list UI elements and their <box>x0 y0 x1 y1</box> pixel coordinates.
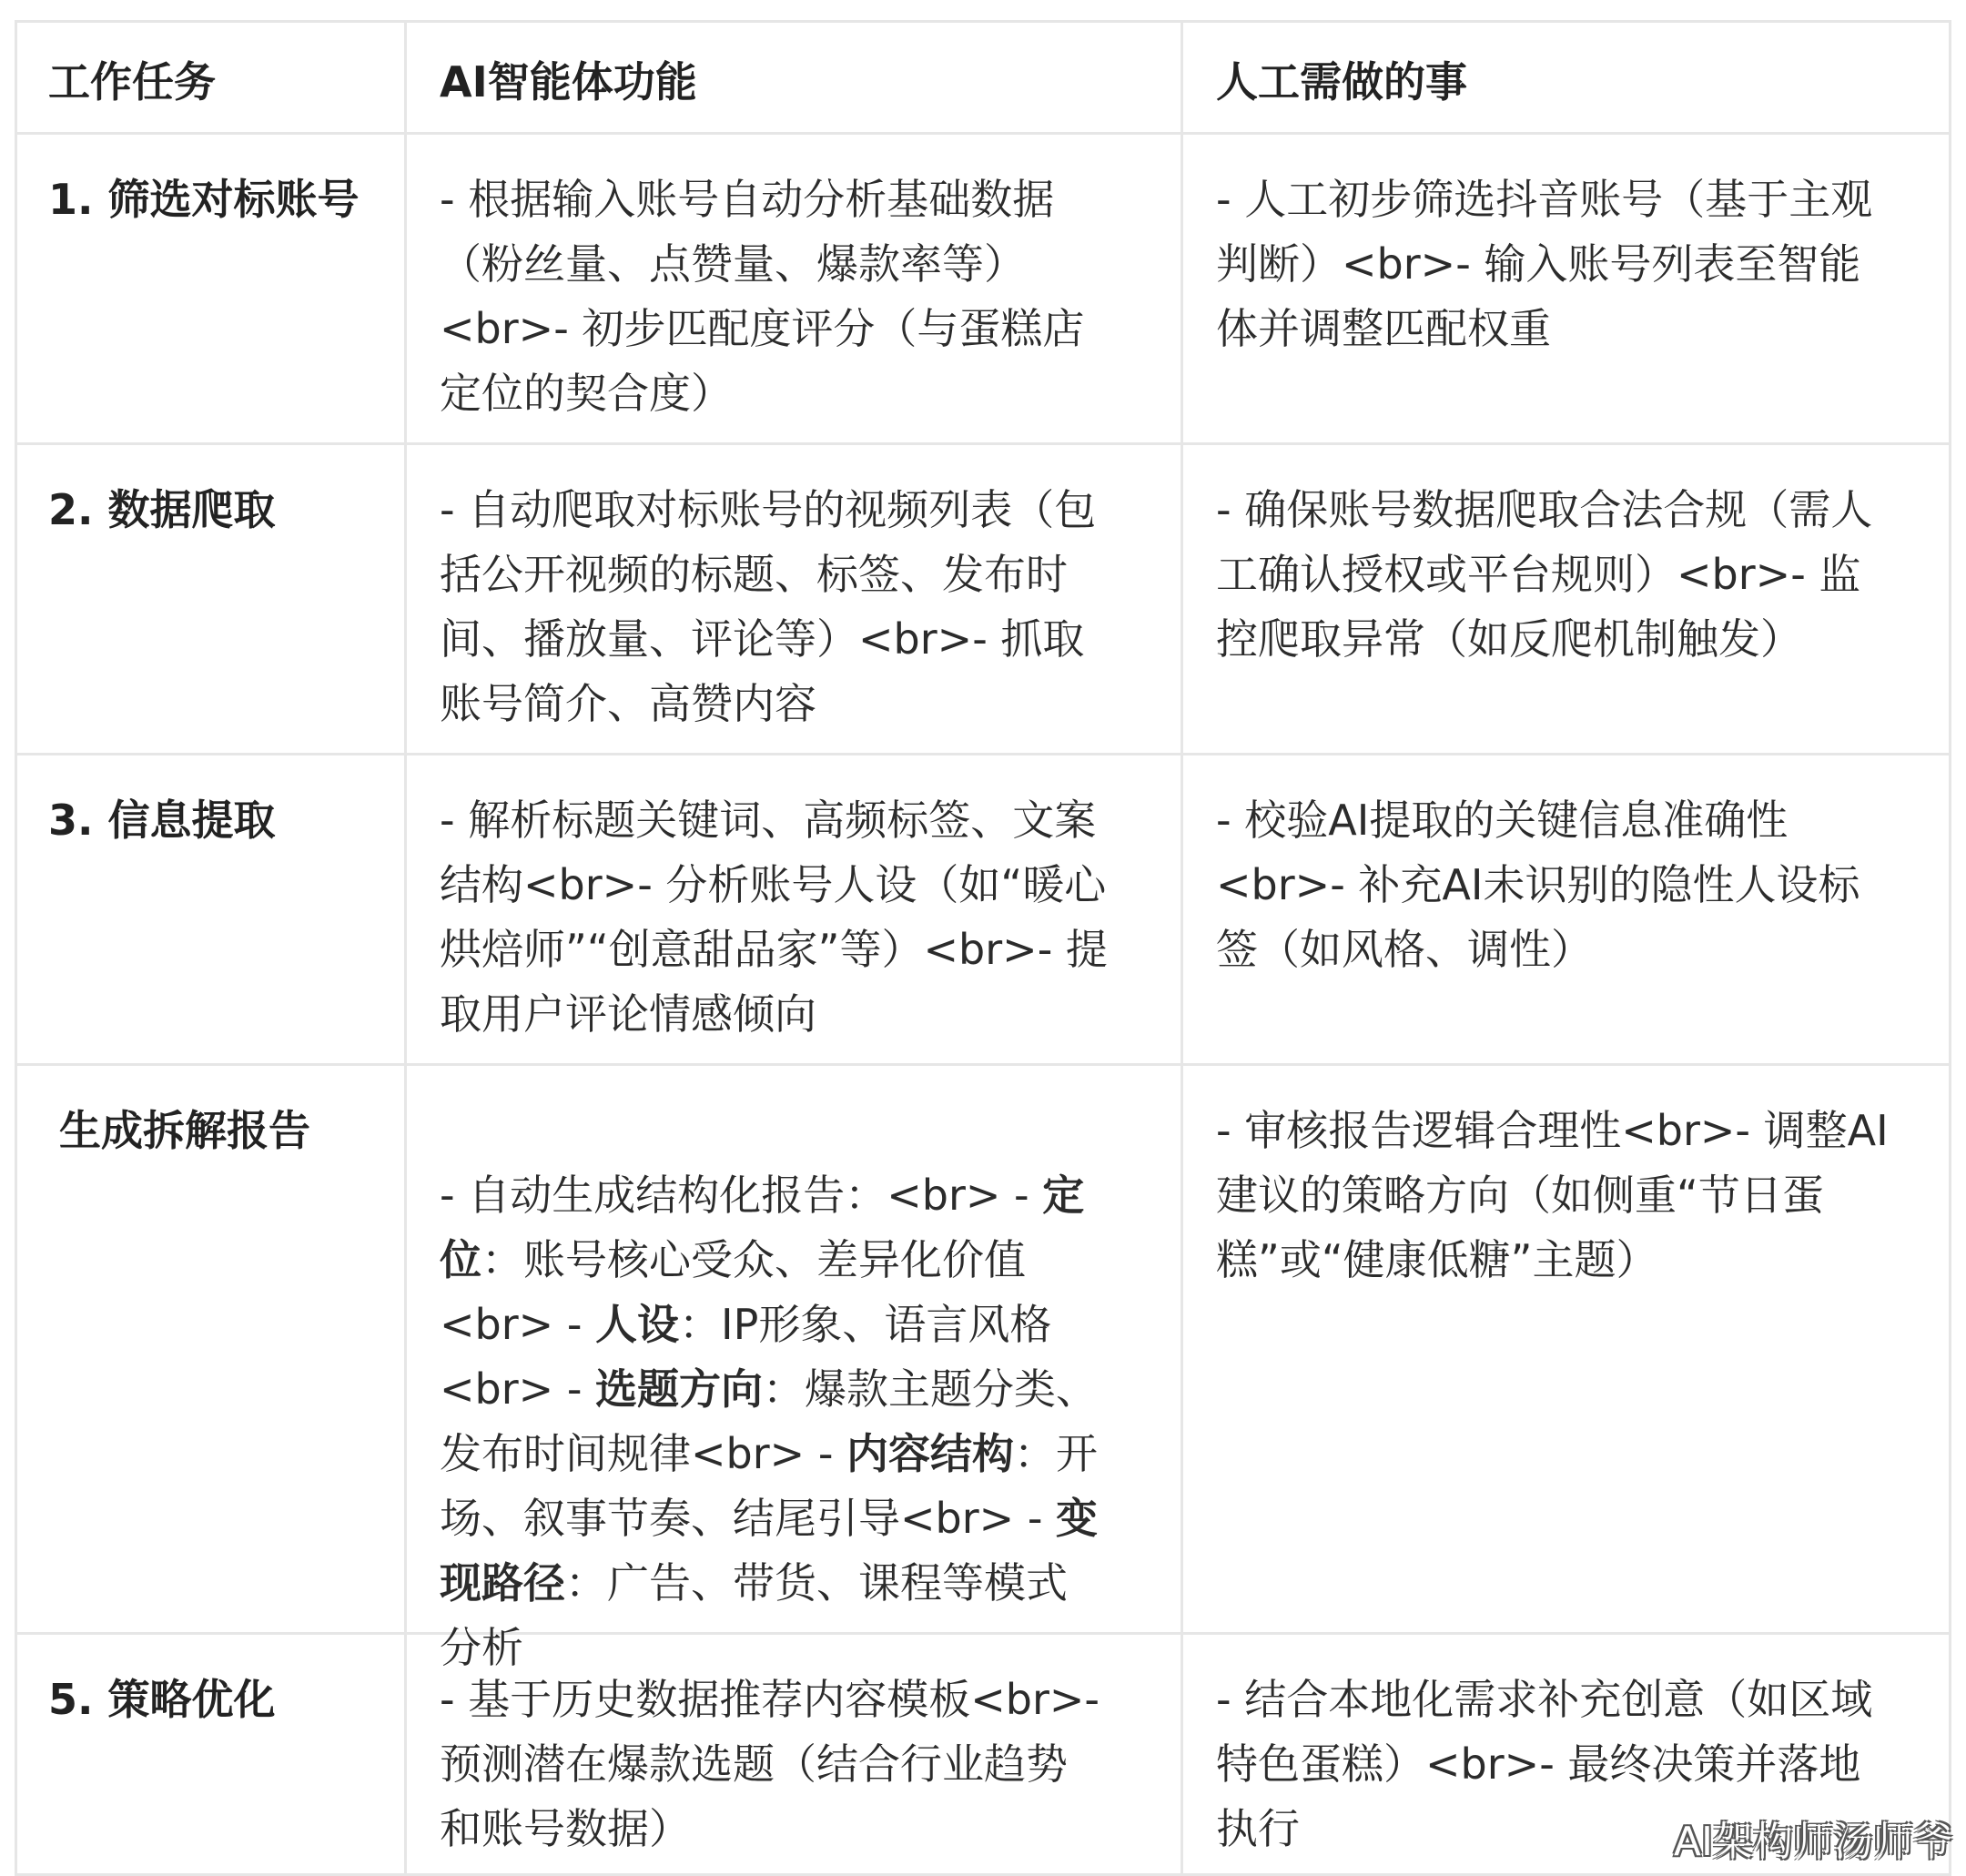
ai-function-cell: - 自动爬取对标账号的视频列表（包 括公开视频的标题、标签、发布时 间、播放量、评论等）<br>- 抓取 账号简介、高赞内容 <box>404 445 1181 753</box>
ai-bold-part: 变 现路径 <box>440 1494 1099 1607</box>
table-row <box>17 1632 1949 1873</box>
ai-text-part: ：IP形象、语言风格 <br> - <box>440 1300 1052 1414</box>
human-work-cell: - 结合本地化需求补充创意（如区域 特色蛋糕）<br>- 最终决策并落地 执行 <box>1181 1635 1949 1873</box>
human-work-cell: - 校验AI提取的关键信息准确性 <br>- 补充AI未识别的隐性人设标 签（如风格、调性） <box>1181 755 1949 1063</box>
human-work-cell: - 确保账号数据爬取合法合规（需人 工确认授权或平台规则）<br>- 监 控爬取异常（如反爬机制触发） <box>1181 445 1949 753</box>
task-cell: 5. 策略优化 <box>48 1675 276 1724</box>
task-cell: 3. 信息提取 <box>48 796 276 845</box>
task-cell: 1. 筛选对标账号 <box>48 175 360 224</box>
header-ai-function: AI智能体功能 <box>404 23 1181 132</box>
ai-text-part: - 自动生成结构化报告：<br> - <box>440 1171 1043 1220</box>
human-work-cell: - 审核报告逻辑合理性<br>- 调整AI 建议的策略方向（如侧重“节日蛋 糕”或“健康低糖”主题） <box>1181 1066 1949 1632</box>
ai-function-cell: - 解析标题关键词、高频标签、文案 结构<br>- 分析账号人设（如“暖心 烘焙师”“创意甜品家”等）<br>- 提 取用户评论情感倾向 <box>404 755 1181 1063</box>
task-cell: 2. 数据爬取 <box>48 485 276 534</box>
header-human-work: 人工需做的事 <box>1181 23 1949 132</box>
table-row <box>17 753 1949 1063</box>
header-task: 工作任务 <box>48 57 216 106</box>
table-row <box>17 442 1949 753</box>
ai-bold-part: 定 位 <box>440 1171 1085 1284</box>
ai-bold-part: 选题方向 <box>595 1364 764 1414</box>
ai-text-part: ：开 场、叙事节奏、结尾引导<br> - <box>440 1429 1099 1543</box>
ai-bold-part: 内容结构 <box>846 1429 1015 1478</box>
comparison-table <box>15 20 1951 1876</box>
table-row <box>17 1063 1949 1672</box>
ai-bold-part: 人设 <box>595 1300 680 1349</box>
ai-function-cell: - 根据输入账号自动分析基础数据 （粉丝量、点赞量、爆款率等） <br>- 初步匹配度评分（与蛋糕店 定位的契合度） <box>404 135 1181 442</box>
ai-function-cell: - 基于历史数据推荐内容模板<br>- 预测潜在爆款选题（结合行业趋势 和账号数据） <box>404 1635 1181 1873</box>
human-work-cell: - 人工初步筛选抖音账号（基于主观 判断）<br>- 输入账号列表至智能 体并调整匹配权重 <box>1181 135 1949 442</box>
watermark: AI架构师汤师爷 <box>1673 1819 1953 1865</box>
table-header-row <box>17 23 1949 132</box>
ai-text-part: ：广告、带货、课程等模式 分析 <box>440 1558 1068 1672</box>
ai-function-cell <box>404 1066 1181 1672</box>
ai-text-part: ：爆款主题分类、 发布时间规律<br> - <box>440 1364 1099 1478</box>
ai-text-part: ：账号核心受众、差异化价值 <br> - <box>440 1235 1026 1349</box>
table-row <box>17 132 1949 442</box>
task-cell: 生成拆解报告 <box>59 1106 310 1155</box>
